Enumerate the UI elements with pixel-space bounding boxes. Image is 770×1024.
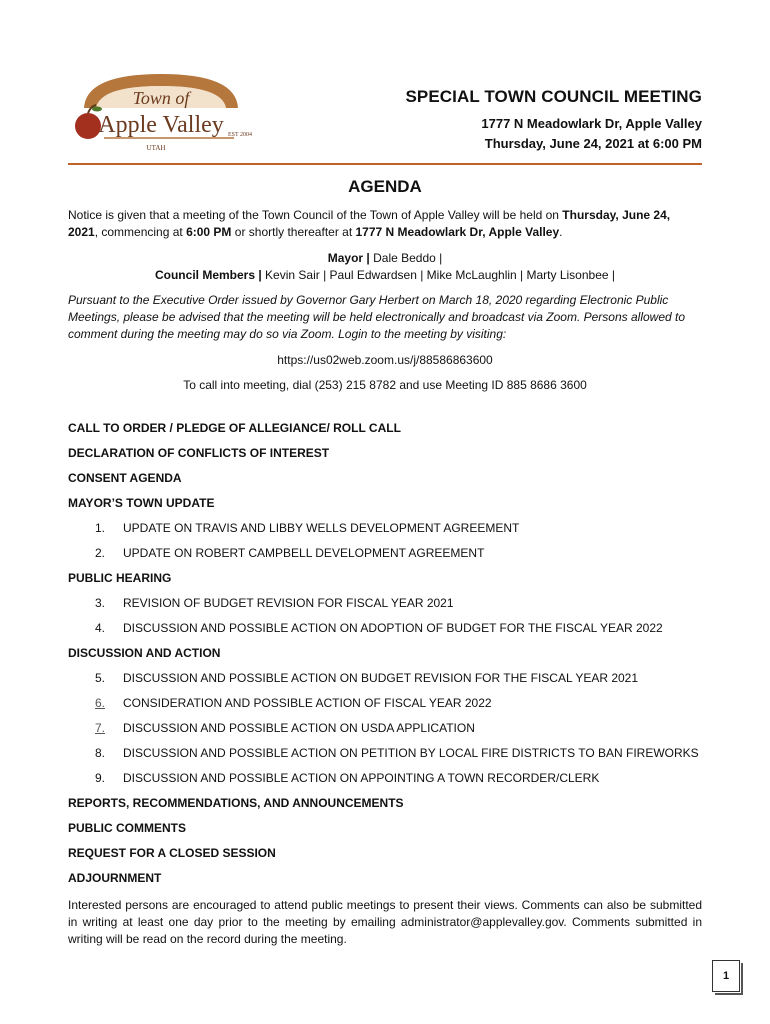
agenda-item-text: DISCUSSION AND POSSIBLE ACTION ON APPOINTING A TOWN RECORDER/CLERK [123, 771, 600, 785]
notice-location: 1777 N Meadowlark Dr, Apple Valley [355, 225, 560, 239]
agenda-item-number: 8. [95, 746, 106, 760]
notice-time: 6:00 PM [186, 225, 232, 239]
mayor-name: Dale Beddo | [369, 251, 443, 265]
mayor-label: Mayor | [327, 251, 370, 265]
agenda-item-number: 9. [95, 771, 106, 785]
agenda-item-text: DISCUSSION AND POSSIBLE ACTION ON ADOPTION OF BUDGET FOR THE FISCAL YEAR 2022 [123, 621, 663, 635]
agenda-item-text: UPDATE ON ROBERT CAMPBELL DEVELOPMENT AGREEMENT [123, 546, 485, 560]
agenda-section-title: ADJOURNMENT [68, 871, 162, 885]
notice-text: Notice is given that a meeting of the Town Council of the Town of Apple Valley will be held on [68, 208, 563, 222]
meeting-datetime: Thursday, June 24, 2021 at 6:00 PM [484, 136, 702, 151]
agenda-section-title: CONSENT AGENDA [68, 471, 182, 485]
agenda-item-text: REVISION OF BUDGET REVISION FOR FISCAL YEAR 2021 [123, 596, 454, 610]
agenda-heading: AGENDA [348, 177, 422, 196]
meeting-header [405, 87, 702, 154]
agenda-item-text: DISCUSSION AND POSSIBLE ACTION ON PETITION BY LOCAL FIRE DISTRICTS TO BAN FIREWORKS [123, 746, 699, 760]
agenda-item-text: CONSIDERATION AND POSSIBLE ACTION OF FISCAL YEAR 2022 [123, 696, 492, 710]
agenda-item-number[interactable]: 7. [95, 721, 106, 735]
agenda-item-text: DISCUSSION AND POSSIBLE ACTION ON USDA APPLICATION [123, 721, 475, 735]
header-divider [68, 163, 702, 165]
meeting-address: 1777 N Meadowlark Dr, Apple Valley [481, 116, 702, 131]
agenda-section-title: REPORTS, RECOMMENDATIONS, AND ANNOUNCEMENTS [68, 796, 404, 810]
meeting-notice [68, 207, 702, 241]
notice-date: Thursday, June 24, 2021 [68, 208, 671, 239]
logo-est: EST 2004 [228, 132, 253, 138]
agenda-item-text: DISCUSSION AND POSSIBLE ACTION ON BUDGET REVISION FOR THE FISCAL YEAR 2021 [123, 671, 639, 685]
agenda-section-title: CALL TO ORDER / PLEDGE OF ALLEGIANCE/ ROLL CALL [68, 421, 401, 435]
mayor-line [68, 250, 702, 267]
agenda-section-title: PUBLIC COMMENTS [68, 821, 186, 835]
agenda-item-number: 1. [95, 521, 106, 535]
notice-text: or shortly thereafter at [231, 225, 356, 239]
page-number: 1 [712, 960, 740, 992]
agenda-section-title: MAYOR’S TOWN UPDATE [68, 496, 215, 510]
agenda-item-number[interactable]: 6. [95, 696, 106, 710]
closing-paragraph: Interested persons are encouraged to attend public meetings to present their views. Comments can also be submitted in writing at least one day prior to the meeting by emailing administrator@applevalley.gov. Comments submitted in writing will be read on the record during the meeting. [68, 898, 702, 946]
agenda-item-number: 2. [95, 546, 106, 560]
meeting-title: SPECIAL TOWN COUNCIL MEETING [405, 87, 702, 106]
agenda-section-title: DECLARATION OF CONFLICTS OF INTEREST [68, 446, 330, 460]
notice-text: . [559, 225, 563, 239]
agenda-section-title: REQUEST FOR A CLOSED SESSION [68, 846, 276, 860]
apple-icon [75, 113, 101, 139]
logo-top-text: Town of [132, 88, 190, 108]
agenda-section-title: PUBLIC HEARING [68, 571, 172, 585]
dial-in-info: To call into meeting, dial (253) 215 8782 and use Meeting ID 885 8686 3600 [183, 378, 587, 392]
zoom-link[interactable]: https://us02web.zoom.us/j/88586863600 [277, 353, 493, 367]
agenda-item-number: 5. [95, 671, 106, 685]
notice-text: , commencing at [94, 225, 187, 239]
council-line [68, 267, 702, 284]
council-names: Kevin Sair | Paul Edwardsen | Mike McLaughlin | Marty Lisonbee | [261, 268, 616, 282]
logo-main-text: Apple Valley [98, 112, 224, 138]
executive-order-paragraph: Pursuant to the Executive Order issued by Governor Gary Herbert on March 18, 2020 regarding Electronic Public Meetings, please be advised that the meeting will be held electronically and broadcast via Zoom. Persons allowed to comment during the meeting may do so via Zoom. Login to the meeting by visiting: [68, 293, 686, 341]
agenda-item-text: UPDATE ON TRAVIS AND LIBBY WELLS DEVELOPMENT AGREEMENT [123, 521, 520, 535]
logo-state: UTAH [146, 144, 166, 152]
council-label: Council Members | [154, 268, 262, 282]
agenda-section-title: DISCUSSION AND ACTION [68, 646, 221, 660]
town-logo [66, 68, 253, 156]
agenda-item-number: 3. [95, 596, 106, 610]
agenda-item-number: 4. [95, 621, 106, 635]
